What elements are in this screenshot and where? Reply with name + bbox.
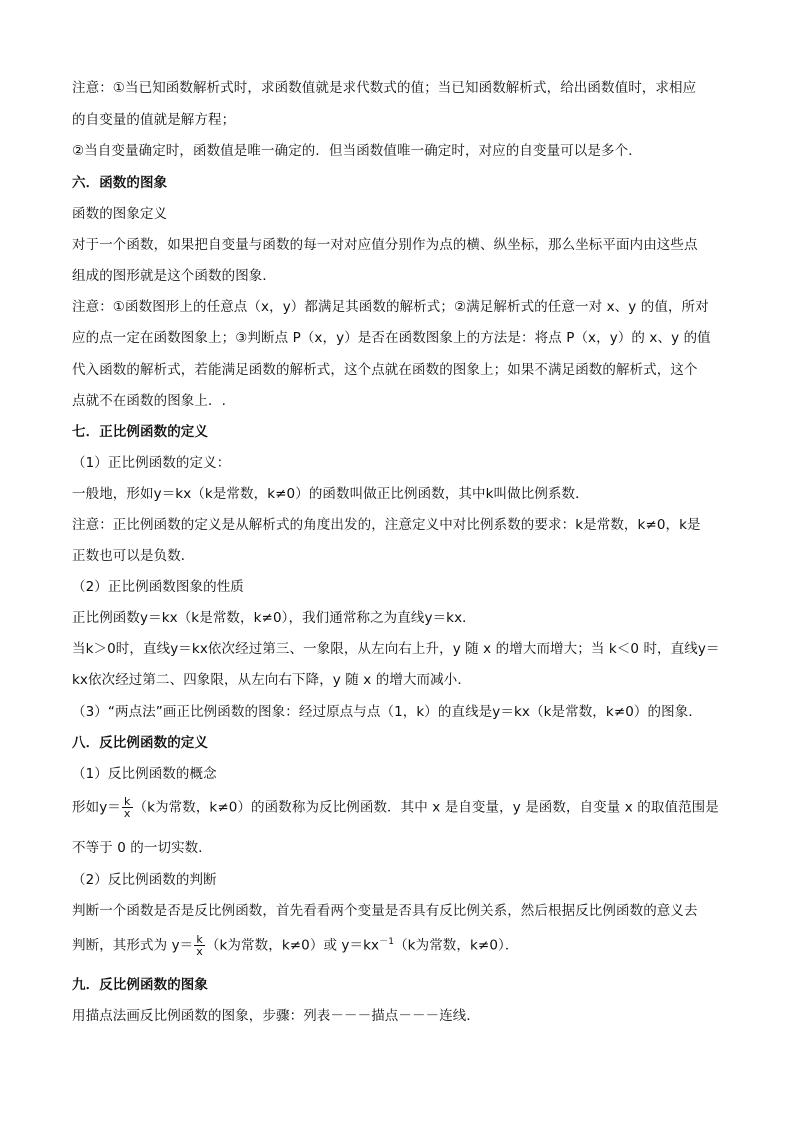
text-line: 应的点一定在函数图象上；③判断点 P（x，y）是否在函数图象上的方法是：将点 P（x，y）的 x、y 的值 xyxy=(72,330,711,346)
text-segment: （k为常数，k≠0）． xyxy=(394,937,519,954)
section-heading: 九．反比例函数的图象 xyxy=(72,977,208,993)
text-line: 正数也可以是负数． xyxy=(72,548,195,564)
fraction-k-over-x xyxy=(122,796,133,819)
section-heading: 八．反比例函数的定义 xyxy=(72,735,208,751)
fraction-denominator: x xyxy=(123,807,131,820)
text-line: （2）正比例函数图象的性质 xyxy=(72,579,244,595)
section-heading: 六．函数的图象 xyxy=(72,175,168,191)
text-line: 代入函数的解析式，若能满足函数的解析式，这个点就在函数的图象上；如果不满足函数的解析式，这个 xyxy=(72,362,698,378)
text-line: 不等于 0 的一切实数． xyxy=(72,840,212,856)
formula-prefix: 判断，其形式为 y＝ xyxy=(72,937,194,954)
text-line: 注意：①函数图形上的任意点（x，y）都满足其函数的解析式；②满足解析式的任意一对 x、y 的值，所对 xyxy=(72,299,709,315)
text-line: 点就不在函数的图象上．. xyxy=(72,393,226,409)
text-line: 的自变量的值就是解方程； xyxy=(72,112,236,128)
text-line: （3）“两点法”画正比例函数的图象：经过原点与点（1，k）的直线是y＝kx（k是常数，k≠0）的图象． xyxy=(72,704,702,720)
text-line: 当k＞0时，直线y＝kx依次经过第三、一象限，从左向右上升，y 随 x 的增大而增大；当 k＜0 时，直线y＝ xyxy=(72,641,720,657)
text-line: 用描点法画反比例函数的图象，步骤：列表－－－描点－－－连线． xyxy=(72,1008,480,1024)
fraction-k-over-x xyxy=(194,934,205,957)
text-line: 组成的图形就是这个函数的图象． xyxy=(72,268,276,284)
text-segment: （k为常数，k≠0）或 y＝kx xyxy=(205,937,380,954)
formula-line xyxy=(72,933,518,957)
text-line: （1）反比例函数的概念 xyxy=(72,766,217,782)
fraction-numerator: k xyxy=(122,796,133,808)
section-heading: 七．正比例函数的定义 xyxy=(72,424,208,440)
fraction-denominator: x xyxy=(196,945,203,958)
formula-line xyxy=(72,796,719,819)
text-line: 对于一个函数，如果把自变量与函数的每一对对应值分别作为点的横、纵坐标，那么坐标平面内由这些点 xyxy=(72,237,698,253)
text-line: 注意：①当已知函数解析式时，求函数值就是求代数式的值；当已知函数解析式，给出函数值时，求相应 xyxy=(72,80,697,96)
text-line: 注意：正比例函数的定义是从解析式的角度出发的，注意定义中对比例系数的要求：k是常数，k≠0，k是 xyxy=(72,517,701,533)
text-line: ②当自变量确定时，函数值是唯一确定的．但当函数值唯一确定时，对应的自变量可以是多个． xyxy=(72,143,642,159)
text-line: 函数的图象定义 xyxy=(72,206,168,222)
exponent: －1 xyxy=(379,937,395,947)
formula-prefix: 形如y＝ xyxy=(72,799,121,816)
fraction-numerator: k xyxy=(194,934,205,946)
text-line: （2）反比例函数的判断 xyxy=(72,872,217,888)
text-line: 正比例函数y＝kx（k是常数，k≠0），我们通常称之为直线y＝kx． xyxy=(72,610,476,626)
text-segment: （k为常数，k≠0）的函数称为反比例函数．其中 x 是自变量，y 是函数，自变量 x 的取值范围是 xyxy=(133,799,719,816)
text-line: （1）正比例函数的定义： xyxy=(72,455,231,471)
text-line: 判断一个函数是否是反比例函数，首先看看两个变量是否具有反比例关系，然后根据反比例函数的意义去 xyxy=(72,903,698,919)
text-line: kx依次经过第二、四象限，从左向右下降，y 随 x 的增大而减小． xyxy=(72,672,471,688)
text-line: 一般地，形如y＝kx（k是常数，k≠0）的函数叫做正比例函数，其中k叫做比例系数． xyxy=(72,486,589,502)
